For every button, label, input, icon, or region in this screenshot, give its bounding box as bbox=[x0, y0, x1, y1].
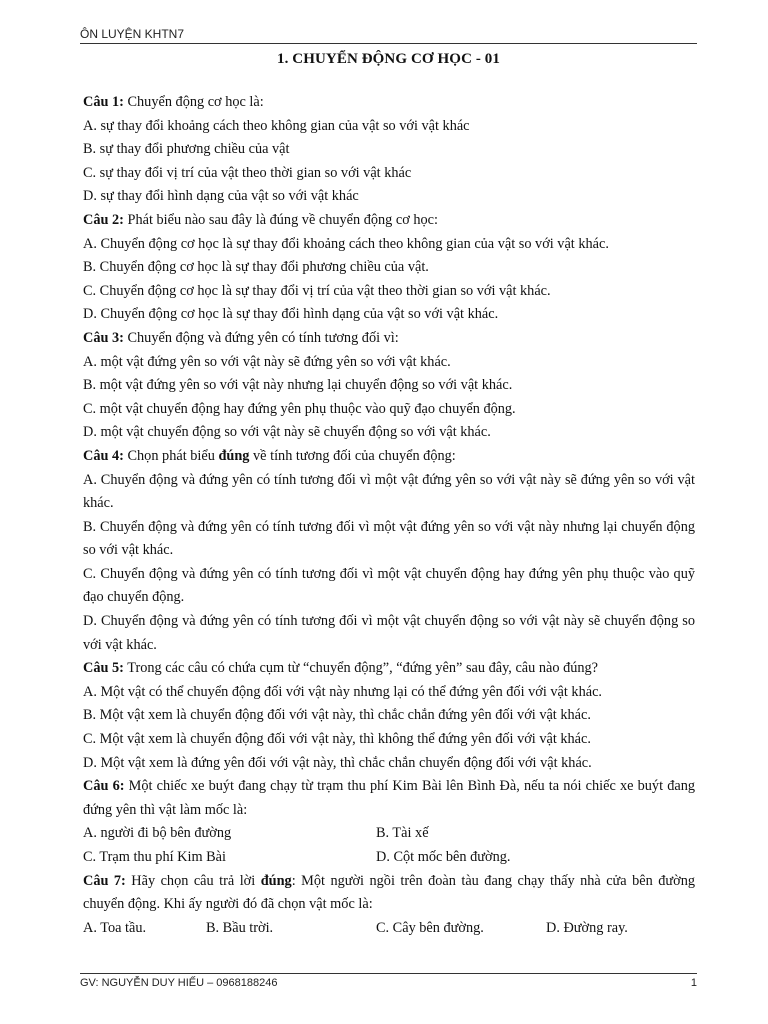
question-label: Câu 5: bbox=[83, 660, 124, 677]
option-2a: A. Chuyển động cơ học là sự thay đổi khoảng cách theo không gian của vật so với vật khác. bbox=[83, 235, 609, 252]
question-1 bbox=[83, 91, 695, 115]
option-7d: D. Đường ray. bbox=[546, 919, 628, 936]
option-6a: A. người đi bộ bên đường bbox=[83, 825, 232, 842]
option-4d: D. Chuyển động và đứng yên có tính tương đối vì một vật chuyển động so với vật này sẽ chuyển động so với vật khác. bbox=[83, 613, 695, 653]
question-3 bbox=[83, 327, 695, 351]
option-3d: D. một vật chuyển động so với vật này sẽ chuyển động so với vật khác. bbox=[83, 424, 491, 441]
options-row bbox=[83, 846, 695, 870]
option-2c: C. Chuyển động cơ học là sự thay đổi vị trí của vật theo thời gian so với vật khác. bbox=[83, 282, 551, 299]
option-3c: C. một vật chuyển động hay đứng yên phụ thuộc vào quỹ đạo chuyển động. bbox=[83, 400, 516, 417]
question-4 bbox=[83, 445, 695, 469]
option-1b: B. sự thay đổi phương chiều của vật bbox=[83, 141, 290, 158]
option-1d: D. sự thay đổi hình dạng của vật so với vật khác bbox=[83, 188, 359, 205]
option-3a: A. một vật đứng yên so với vật này sẽ đứng yên so với vật khác. bbox=[83, 353, 451, 370]
question-5 bbox=[83, 657, 695, 681]
page-header: ÔN LUYỆN KHTN7 bbox=[80, 27, 185, 41]
options-row bbox=[83, 822, 695, 846]
option-4a: A. Chuyển động và đứng yên có tính tương đối vì một vật đứng yên so với vật này sẽ đứng yên so với vật khác. bbox=[83, 471, 695, 512]
question-stem-pre: Hãy chọn câu trả lời bbox=[125, 872, 261, 889]
options-row bbox=[83, 917, 695, 941]
question-stem: Một chiếc xe buýt đang chạy từ trạm thu phí Kim Bài lên Bình Đà, nếu ta nói chiếc xe buýt đang đứng yên thì vật làm mốc là: bbox=[83, 778, 695, 818]
question-label: Câu 2: bbox=[83, 211, 124, 228]
option-1a: A. sự thay đổi khoảng cách theo không gian của vật so với vật khác bbox=[83, 117, 470, 134]
option-7a: A. Toa tầu. bbox=[83, 919, 147, 936]
page-title: 1. CHUYỂN ĐỘNG CƠ HỌC - 01 bbox=[276, 51, 500, 67]
question-list bbox=[83, 91, 695, 940]
option-2d: D. Chuyển động cơ học là sự thay đổi hình dạng của vật so với vật khác. bbox=[83, 306, 499, 323]
option-6d: D. Cột mốc bên đường. bbox=[376, 849, 511, 865]
option-6c: C. Trạm thu phí Kim Bài bbox=[83, 849, 226, 865]
footer-teacher: GV: NGUYỄN DUY HIẾU – 0968188246 bbox=[80, 977, 278, 989]
question-label: Câu 6: bbox=[83, 778, 125, 795]
header-divider bbox=[80, 43, 697, 44]
option-5d: D. Một vật xem là đứng yên đối với vật này, thì chắc chắn chuyển động đối với vật khác. bbox=[83, 754, 592, 771]
page-number: 1 bbox=[690, 977, 697, 989]
question-6 bbox=[83, 775, 695, 822]
option-4b: B. Chuyển động và đứng yên có tính tương đối vì một vật đứng yên so với vật này nhưng lại chuyển động so với vật khác. bbox=[83, 518, 695, 559]
question-label: Câu 7: bbox=[83, 872, 126, 889]
page-footer bbox=[80, 977, 697, 989]
question-2 bbox=[83, 209, 695, 233]
option-5b: B. Một vật xem là chuyển động đối với vật này, thì chắc chắn đứng yên đối với vật khác. bbox=[83, 707, 591, 724]
option-2b: B. Chuyển động cơ học là sự thay đổi phương chiều của vật. bbox=[83, 259, 429, 276]
option-5c: C. Một vật xem là chuyển động đối với vật này, thì không thể đứng yên đối với vật khác. bbox=[83, 731, 591, 748]
question-stem-pre: Chọn phát biểu bbox=[123, 447, 219, 464]
question-stem-post: về tính tương đối của chuyển động: bbox=[249, 447, 456, 464]
option-7c: C. Cây bên đường. bbox=[376, 919, 484, 936]
question-7 bbox=[83, 870, 695, 917]
question-stem-emphasis: đúng bbox=[260, 872, 292, 889]
option-7b: B. Bầu trời. bbox=[206, 919, 274, 936]
question-label: Câu 3: bbox=[83, 329, 124, 346]
option-4c: C. Chuyển động và đứng yên có tính tương đối vì một vật chuyển động hay đứng yên phụ thuộc vào quỹ đạo chuyển động. bbox=[83, 565, 695, 606]
option-6b: B. Tài xế bbox=[376, 825, 429, 842]
footer-divider bbox=[80, 973, 697, 974]
option-3b: B. một vật đứng yên so với vật này nhưng lại chuyển động so với vật khác. bbox=[83, 377, 513, 394]
question-label: Câu 4: bbox=[83, 447, 124, 464]
question-stem-emphasis: đúng bbox=[218, 447, 250, 464]
question-stem: Chuyển động cơ học là: bbox=[123, 94, 264, 110]
question-label: Câu 1: bbox=[83, 94, 124, 110]
option-5a: A. Một vật có thể chuyển động đối với vật này nhưng lại có thể đứng yên đối với vật khác. bbox=[83, 683, 602, 700]
question-stem: Chuyển động và đứng yên có tính tương đối vì: bbox=[123, 329, 399, 346]
question-stem: Trong các câu có chứa cụm từ “chuyển động”, “đứng yên” sau đây, câu nào đúng? bbox=[123, 660, 599, 677]
question-stem-post: : Một người ngồi trên đoàn tàu đang chạy thấy nhà cửa bên đường chuyển động. Khi ấy người đó đã chọn vật mốc là: bbox=[83, 872, 695, 913]
question-stem: Phát biểu nào sau đây là đúng về chuyển động cơ học: bbox=[123, 211, 438, 228]
option-1c: C. sự thay đổi vị trí của vật theo thời gian so với vật khác bbox=[83, 164, 412, 181]
